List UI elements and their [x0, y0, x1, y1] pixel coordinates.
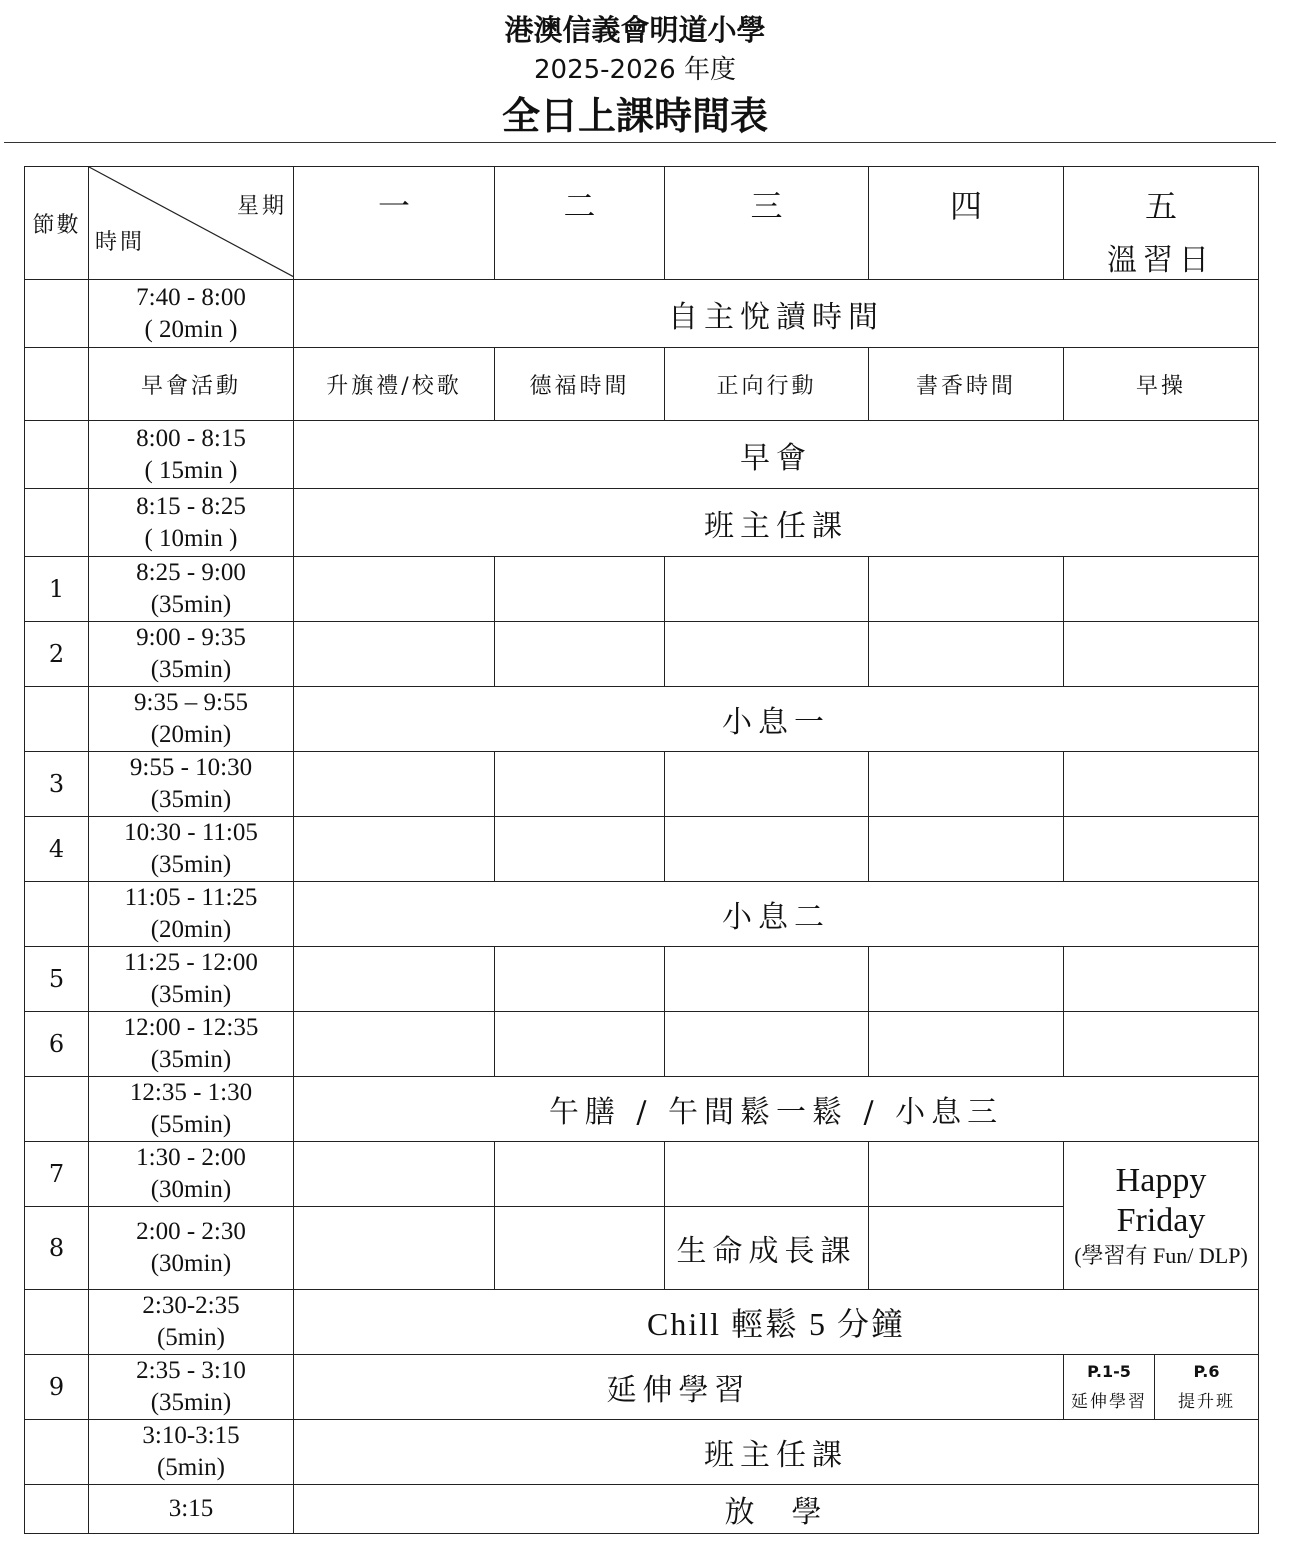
period-cell [25, 1077, 89, 1142]
table-row [25, 1077, 1259, 1142]
lesson-cell [869, 1142, 1064, 1207]
lesson-cell [665, 1142, 869, 1207]
table-row [25, 882, 1259, 947]
lesson-cell [294, 622, 495, 687]
lesson-cell [294, 1207, 495, 1290]
school-name: 港澳信義會明道小學 [504, 13, 766, 47]
time-cell: 2:30-2:35 (5min) [89, 1290, 294, 1355]
recess-2: 小息二 [294, 882, 1259, 947]
assembly: 早會 [294, 421, 1259, 489]
lesson-cell [495, 1207, 665, 1290]
time-cell: 7:40 - 8:00 ( 20min ) [89, 280, 294, 348]
time-cell: 3:10-3:15 (5min) [89, 1420, 294, 1485]
time-cell: 10:30 - 11:05 (35min) [89, 817, 294, 882]
lesson-cell [665, 622, 869, 687]
lesson-cell [495, 1142, 665, 1207]
diagonal-line [89, 167, 294, 277]
table-header-row [25, 167, 1259, 280]
day-tue: 二 [495, 167, 665, 280]
recess-1: 小息一 [294, 687, 1259, 752]
lesson-cell [1064, 752, 1259, 817]
time-label: 時間 [95, 230, 146, 255]
period-number: 6 [25, 1012, 89, 1077]
lesson-cell [869, 622, 1064, 687]
fri-p6-cell: P.6 提升班 [1155, 1355, 1259, 1420]
time-cell: 2:35 - 3:10 (35min) [89, 1355, 294, 1420]
activity-thu: 書香時間 [869, 348, 1064, 421]
period-cell [25, 1420, 89, 1485]
period-cell [25, 1290, 89, 1355]
lesson-cell [869, 752, 1064, 817]
day-wed: 三 [665, 167, 869, 280]
time-cell: 12:35 - 1:30 (55min) [89, 1077, 294, 1142]
table-row [25, 1485, 1259, 1534]
day-mon: 一 [294, 167, 495, 280]
period-number: 1 [25, 557, 89, 622]
class-teacher-lesson: 班主任課 [294, 489, 1259, 557]
time-cell: 1:30 - 2:00 (30min) [89, 1142, 294, 1207]
lesson-cell [869, 1207, 1064, 1290]
activity-mon: 升旗禮/校歌 [294, 348, 495, 421]
period-number: 9 [25, 1355, 89, 1420]
lesson-cell [869, 1012, 1064, 1077]
extended-learning: 延伸學習 [294, 1355, 1064, 1420]
lesson-cell [1064, 817, 1259, 882]
morning-activity-label: 早會活動 [89, 348, 294, 421]
lesson-cell [294, 1012, 495, 1077]
happy-friday: Happy Friday (學習有 Fun/ DLP) [1064, 1142, 1259, 1290]
lesson-cell [495, 1012, 665, 1077]
lesson-cell [665, 947, 869, 1012]
table-row [25, 687, 1259, 752]
lesson-cell [1064, 947, 1259, 1012]
lesson-cell [294, 752, 495, 817]
lesson-cell [665, 1012, 869, 1077]
period-number: 5 [25, 947, 89, 1012]
time-cell: 2:00 - 2:30 (30min) [89, 1207, 294, 1290]
lesson-cell [495, 752, 665, 817]
page-title: 全日上課時間表 [501, 94, 768, 138]
period-cell [25, 882, 89, 947]
time-cell: 11:25 - 12:00 (35min) [89, 947, 294, 1012]
table-row [25, 489, 1259, 557]
happy-friday-sub: (學習有 Fun/ DLP) [1074, 1242, 1248, 1268]
table-row [25, 947, 1259, 1012]
lesson-cell [869, 947, 1064, 1012]
period-cell [25, 348, 89, 421]
time-cell: 9:55 - 10:30 (35min) [89, 752, 294, 817]
table-row [25, 280, 1259, 348]
period-cell [25, 280, 89, 348]
lesson-cell [495, 622, 665, 687]
table-row [25, 752, 1259, 817]
lesson-cell [294, 817, 495, 882]
period-number: 4 [25, 817, 89, 882]
life-growth-lesson: 生命成長課 [665, 1207, 869, 1290]
fri-p1-5-cell: P.1-5 延伸學習 [1064, 1355, 1155, 1420]
table-row [25, 1290, 1259, 1355]
table-row [25, 348, 1259, 421]
period-cell [25, 489, 89, 557]
period-cell [25, 421, 89, 489]
activity-tue: 德福時間 [495, 348, 665, 421]
reading-time: 自主悅讀時間 [294, 280, 1259, 348]
period-cell [25, 687, 89, 752]
lesson-cell [294, 1142, 495, 1207]
time-cell: 12:00 - 12:35 (35min) [89, 1012, 294, 1077]
period-number: 3 [25, 752, 89, 817]
time-cell: 8:15 - 8:25 ( 10min ) [89, 489, 294, 557]
lesson-cell [294, 557, 495, 622]
lesson-cell [1064, 557, 1259, 622]
table-row [25, 1012, 1259, 1077]
lesson-cell [869, 557, 1064, 622]
header-divider [4, 142, 1276, 143]
table-row [25, 1420, 1259, 1485]
day-fri-sub: 溫習日 [1107, 243, 1215, 278]
table-row [25, 817, 1259, 882]
lesson-cell [665, 817, 869, 882]
table-row [25, 557, 1259, 622]
period-number: 7 [25, 1142, 89, 1207]
time-cell: 8:25 - 9:00 (35min) [89, 557, 294, 622]
period-number: 8 [25, 1207, 89, 1290]
school-year: 2025-2026 年度 [534, 55, 736, 85]
period-cell [25, 1485, 89, 1534]
class-teacher-lesson-2: 班主任課 [294, 1420, 1259, 1485]
lesson-cell [495, 947, 665, 1012]
activity-fri: 早操 [1064, 348, 1259, 421]
chill-break: Chill 輕鬆 5 分鐘 [294, 1290, 1259, 1355]
lesson-cell [665, 557, 869, 622]
time-cell: 11:05 - 11:25 (20min) [89, 882, 294, 947]
timetable [24, 166, 1259, 1534]
period-number: 2 [25, 622, 89, 687]
day-fri [1064, 167, 1259, 280]
activity-wed: 正向行動 [665, 348, 869, 421]
table-row [25, 622, 1259, 687]
day-thu: 四 [869, 167, 1064, 280]
lunch: 午膳 / 午間鬆一鬆 / 小息三 [294, 1077, 1259, 1142]
table-row [25, 421, 1259, 489]
lesson-cell [495, 817, 665, 882]
lesson-cell [869, 817, 1064, 882]
time-cell: 3:15 [89, 1485, 294, 1534]
time-cell: 8:00 - 8:15 ( 15min ) [89, 421, 294, 489]
time-cell: 9:35 – 9:55 (20min) [89, 687, 294, 752]
lesson-cell [1064, 1012, 1259, 1077]
weekday-label: 星期 [236, 194, 287, 219]
period-header: 節數 [25, 167, 89, 280]
lesson-cell [495, 557, 665, 622]
table-row [25, 1355, 1259, 1420]
lesson-cell [1064, 622, 1259, 687]
time-cell: 9:00 - 9:35 (35min) [89, 622, 294, 687]
table-row [25, 1142, 1259, 1207]
corner-cell [89, 167, 294, 280]
lesson-cell [294, 947, 495, 1012]
dismissal: 放 學 [294, 1485, 1259, 1534]
lesson-cell [665, 752, 869, 817]
day-fri-label: 五 [1144, 187, 1177, 225]
